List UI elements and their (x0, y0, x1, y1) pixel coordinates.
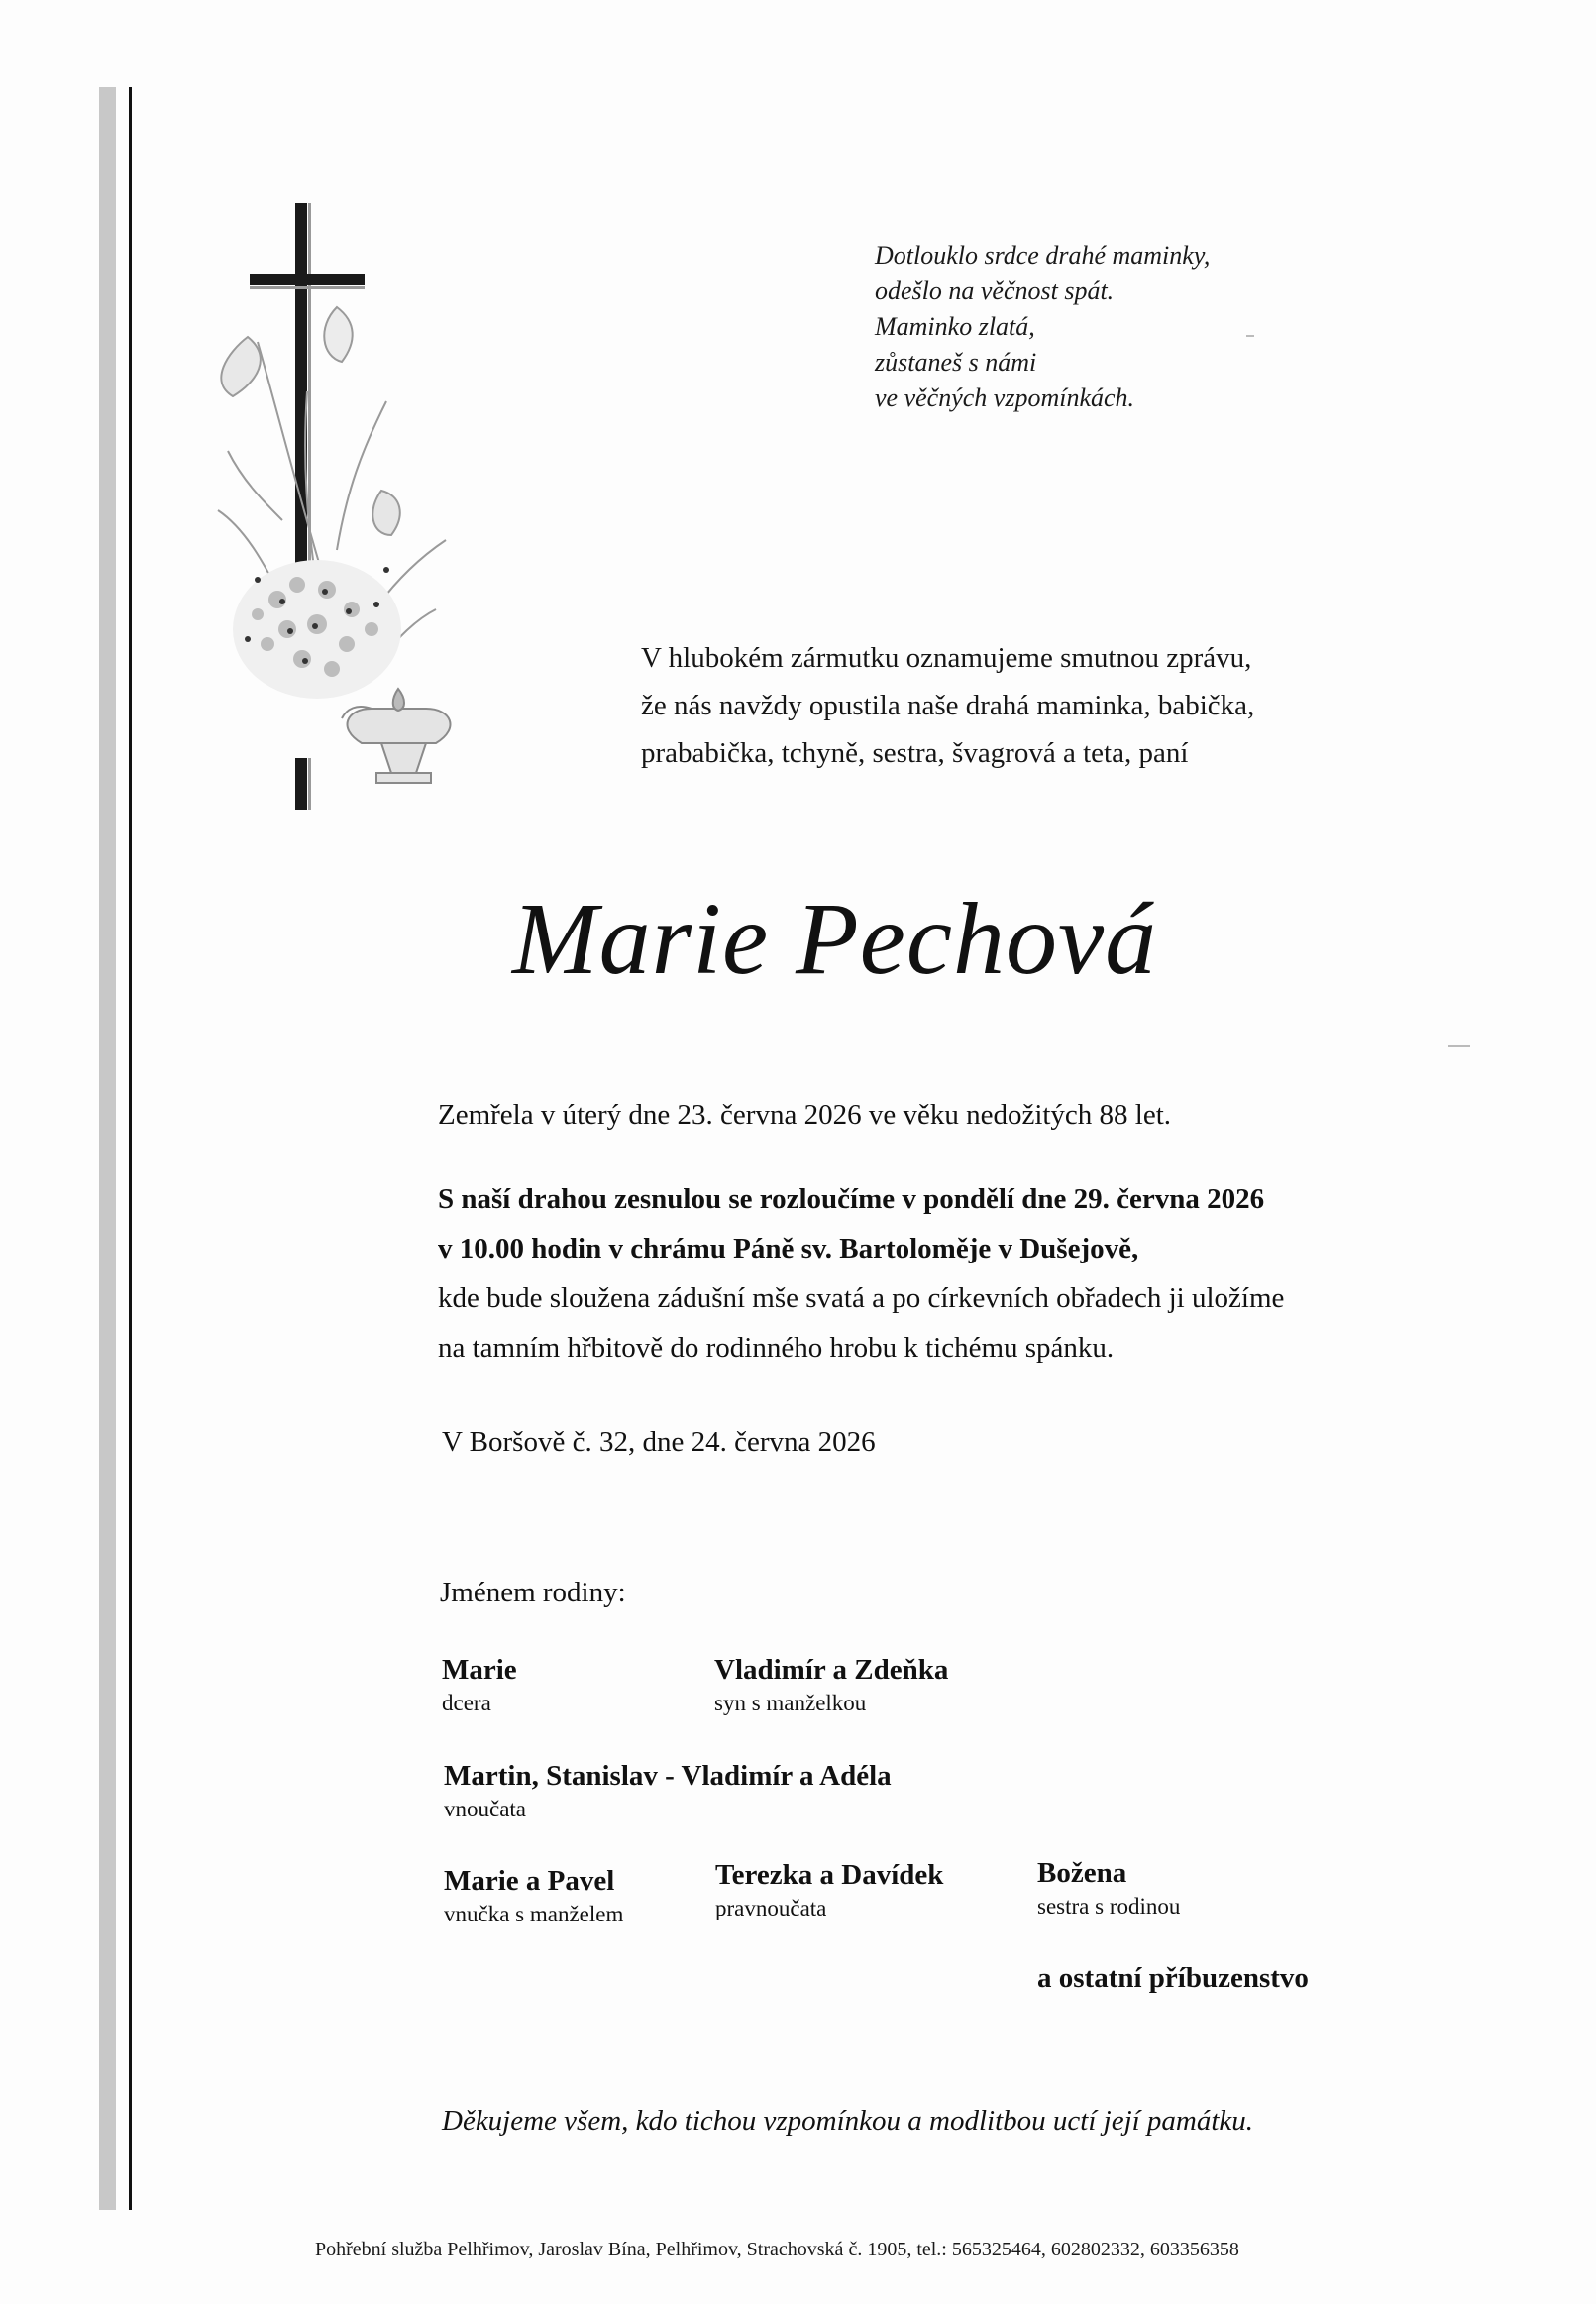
member-name: Marie (442, 1654, 517, 1686)
poem-line: ve věčných vzpomínkách. (875, 384, 1135, 412)
member-name: Martin, Stanislav - Vladimír a Adéla (444, 1760, 892, 1792)
member-relation: syn s manželkou (714, 1691, 867, 1715)
cross-flowers-illustration (188, 193, 485, 827)
left-border-gray (99, 87, 116, 2210)
family-member (1037, 1855, 1180, 1922)
funeral-info (438, 1174, 1429, 1372)
member-name: Marie a Pavel (444, 1865, 615, 1897)
poem-line: Maminko zlatá, (875, 312, 1035, 341)
family-member (442, 1652, 517, 1719)
poem-line: odešlo na věčnost spát. (875, 276, 1115, 305)
member-name: Božena (1037, 1857, 1127, 1889)
funeral-service-footer: Pohřební služba Pelhřimov, Jaroslav Bína, Pelhřimov, Strachovská č. 1905, tel.: 565325464, 602802332, 603356358 (315, 2239, 1239, 2260)
poem-line: zůstaneš s námi (875, 348, 1037, 377)
left-border-line (129, 87, 132, 2210)
funeral-line: kde bude sloužena zádušní mše svatá a po církevních obřadech ji uložíme (438, 1282, 1285, 1314)
member-name: Vladimír a Zdeňka (714, 1654, 949, 1686)
deceased-name: Marie Pechová (512, 882, 1158, 996)
intro-line: prababička, tchyně, sestra, švagrová a teta, paní (641, 737, 1189, 769)
flower-bouquet-icon (233, 560, 401, 699)
scan-speck (1448, 1045, 1470, 1047)
member-relation: sestra s rodinou (1037, 1894, 1181, 1919)
funeral-bold-line: v 10.00 hodin v chrámu Páně sv. Bartoloměje v Dušejově, (438, 1233, 1139, 1264)
other-relatives: a ostatní příbuzenstvo (1037, 1962, 1309, 1994)
thanks-line: Děkujeme všem, kdo tichou vzpomínkou a modlitbou uctí její památku. (442, 2105, 1254, 2137)
member-relation: vnoučata (444, 1797, 527, 1821)
poem (875, 238, 1370, 416)
member-relation: vnučka s manželem (444, 1902, 624, 1926)
member-name: Terezka a Davídek (715, 1859, 944, 1891)
announcement-intro (641, 634, 1434, 777)
member-relation: dcera (442, 1691, 491, 1715)
scan-speck (1246, 335, 1254, 337)
family-member (714, 1652, 948, 1719)
poem-line: Dotlouklo srdce drahé maminky, (875, 241, 1211, 270)
intro-line: V hlubokém zármutku oznamujeme smutnou zprávu, (641, 642, 1252, 674)
family-member (715, 1857, 943, 1924)
family-member (444, 1758, 892, 1825)
member-relation: pravnoučata (715, 1896, 827, 1920)
death-notice: Zemřela v úterý dne 23. června 2026 ve věku nedožitých 88 let. (438, 1099, 1172, 1131)
place-date: V Boršově č. 32, dne 24. června 2026 (442, 1426, 876, 1458)
family-heading: Jménem rodiny: (440, 1577, 626, 1608)
funeral-line: na tamním hřbitově do rodinného hrobu k tichému spánku. (438, 1332, 1115, 1364)
intro-line: že nás navždy opustila naše drahá maminka, babička, (641, 690, 1255, 721)
oil-lamp-icon (342, 689, 450, 783)
funeral-bold-line: S naší drahou zesnulou se rozloučíme v pondělí dne 29. června 2026 (438, 1183, 1265, 1215)
family-member (444, 1863, 623, 1930)
